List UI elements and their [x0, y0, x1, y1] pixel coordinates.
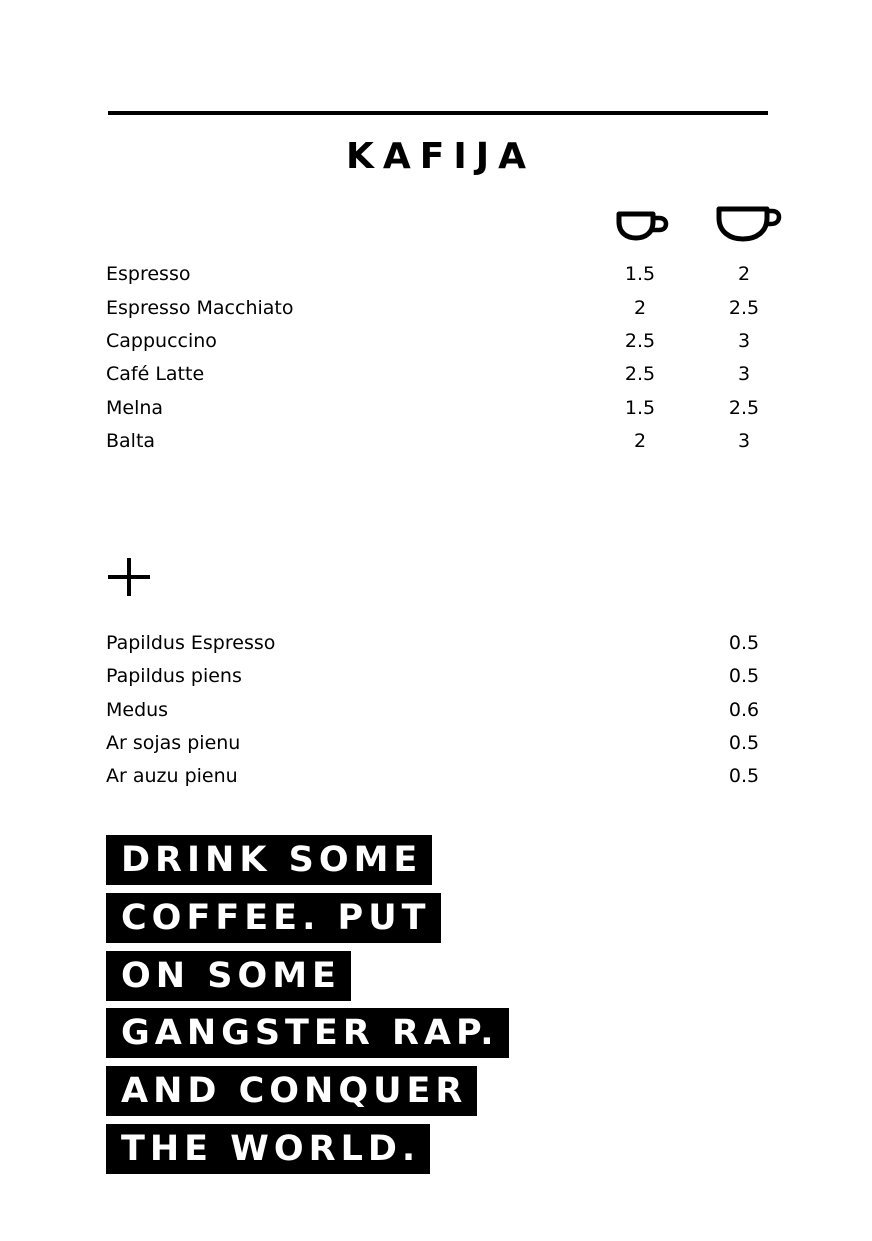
large-cup-icon	[712, 202, 782, 244]
small-cup-icon	[612, 208, 670, 242]
item-name: Balta	[106, 430, 156, 452]
item-name: Melna	[106, 397, 164, 419]
list-item	[106, 296, 786, 320]
list-item	[106, 731, 786, 755]
large-price: 2.5	[728, 397, 760, 419]
item-name: Papildus piens	[106, 665, 242, 687]
large-price: 3	[737, 430, 751, 452]
small-price: 1.5	[624, 397, 656, 419]
slogan-line: GANGSTER RAP.	[106, 1008, 509, 1058]
item-name: Espresso Macchiato	[106, 297, 294, 319]
plus-icon	[108, 558, 150, 596]
slogan-line: THE WORLD.	[106, 1124, 430, 1174]
large-price: 2.5	[728, 297, 760, 319]
list-item	[106, 362, 786, 386]
item-name: Ar auzu pienu	[106, 765, 238, 787]
list-item	[106, 396, 786, 420]
list-item	[106, 631, 786, 655]
large-price: 2	[737, 263, 751, 285]
item-name: Espresso	[106, 263, 191, 285]
list-item	[106, 698, 786, 722]
small-price: 2.5	[624, 330, 656, 352]
page-title: KAFIJA	[346, 136, 535, 177]
slogan-line: COFFEE. PUT	[106, 893, 441, 943]
item-price: 0.5	[728, 765, 760, 787]
slogan-line: ON SOME	[106, 951, 351, 1001]
top-divider	[108, 111, 768, 115]
slogan-line: DRINK SOME	[106, 835, 432, 885]
item-price: 0.5	[728, 732, 760, 754]
list-item	[106, 329, 786, 353]
item-name: Ar sojas pienu	[106, 732, 241, 754]
item-name: Papildus Espresso	[106, 632, 276, 654]
item-price: 0.5	[728, 665, 760, 687]
large-price: 3	[737, 363, 751, 385]
small-price: 2	[633, 430, 647, 452]
item-name: Medus	[106, 699, 169, 721]
item-name: Café Latte	[106, 363, 205, 385]
list-item	[106, 664, 786, 688]
slogan-line: AND CONQUER	[106, 1066, 477, 1116]
list-item	[106, 764, 786, 788]
item-price: 0.6	[728, 699, 760, 721]
large-price: 3	[737, 330, 751, 352]
list-item	[106, 262, 786, 286]
item-name: Cappuccino	[106, 330, 217, 352]
small-price: 2	[633, 297, 647, 319]
small-price: 1.5	[624, 263, 656, 285]
item-price: 0.5	[728, 632, 760, 654]
small-price: 2.5	[624, 363, 656, 385]
list-item	[106, 429, 786, 453]
